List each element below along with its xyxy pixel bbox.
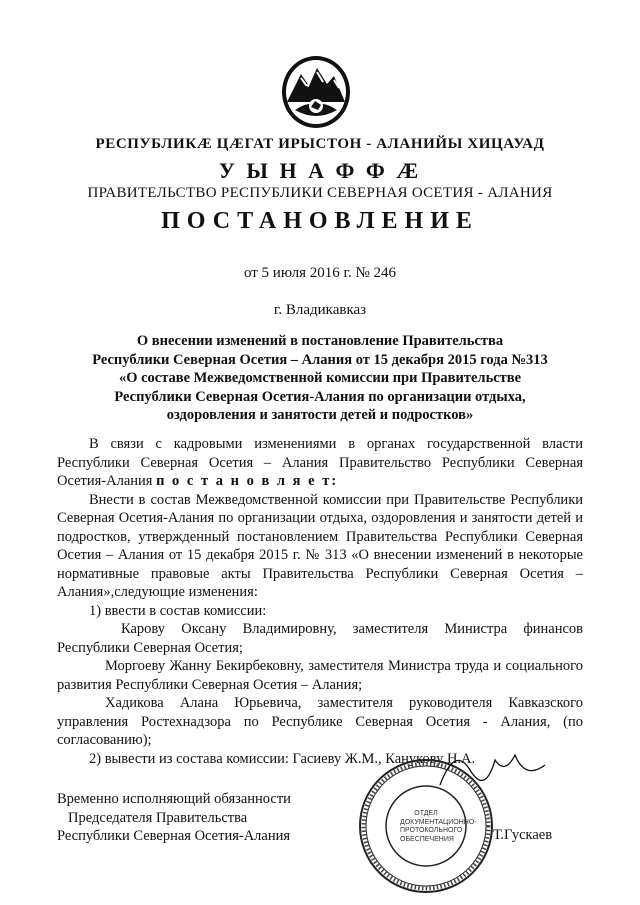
list-item: 2) вывести из состава комиссии: Гасиеву Ж.М., Канукову Н.А. <box>89 750 476 767</box>
header-ossetian-republic: РЕСПУБЛИКӔ ЦӔГАТ ИРЫСТОН - АЛАНИЙЫ ХИЦАУАД <box>95 136 545 152</box>
stamp-text <box>400 810 477 844</box>
signatory-name: Т.Гускаев <box>493 827 553 843</box>
title-line: О внесении изменений в постановление Правительства <box>136 333 504 349</box>
coat-of-arms-emblem <box>271 52 361 132</box>
signature-position: Председателя Правительства <box>68 809 248 826</box>
document-type: ПОСТАНОВЛЕНИЕ <box>161 208 479 234</box>
resolves-word: п о с т а н о в л я е т: <box>156 473 339 489</box>
signature-position: Временно исполняющий обязанности <box>57 791 291 807</box>
list-subitem: Хадикова Алана Юрьевича, заместителя руководителя Кавказского управления Ростехнадзора по Республике Северная Осетия - Алания, (по согласованию); <box>57 695 583 748</box>
header-ossetian-title: У Ы Н А Ф Ф Ӕ <box>218 158 422 183</box>
stamp-line: ПРОТОКОЛЬНОГО <box>400 827 463 834</box>
signature-position: Республики Северная Осетия-Алания <box>57 828 291 844</box>
list-subitem: Моргоеву Жанну Бекирбековну, заместителя Министра труда и социального развития Республики Северная Осетия – Алания; <box>57 658 583 693</box>
preamble-text: В связи с кадровыми изменениями в органах государственной власти Республики Северная Осетия – Алания Правительство Республики Северная Осетия-Алания <box>57 436 583 489</box>
handwritten-signature <box>435 740 555 800</box>
stamp-line: ОТДЕЛ <box>414 810 438 817</box>
stamp-line: ОБЕСПЕЧЕНИЯ <box>400 835 454 843</box>
stamp-line: ДОКУМЕНТАЦИОННО- <box>400 818 477 826</box>
date-number: от 5 июля 2016 г. № 246 <box>243 265 397 281</box>
body-paragraph <box>57 435 583 491</box>
header-government: ПРАВИТЕЛЬСТВО РЕСПУБЛИКИ СЕВЕРНАЯ ОСЕТИЯ - АЛАНИЯ <box>87 185 553 201</box>
body-paragraph: Внести в состав Межведомственной комиссии при Правительстве Республики Северная Осетия-Алания по организации отдыха, оздоровления и занятости детей и подростков, утвержденный постановлением Правительства Республики Северная Осетия – Алания от 15 декабря 2015 г. № 313 «О внесении изменений в некоторые нормативные правовые акты Правительства Республики Северная Осетия – Алания»,следующие изменения: <box>57 491 583 600</box>
document-body <box>57 435 583 768</box>
document-title <box>60 332 580 425</box>
list-subitem: Карову Оксану Владимировну, заместителя Министра финансов Республики Северная Осетия; <box>57 621 583 656</box>
signature-block <box>57 790 291 846</box>
title-line: «О составе Межведомственной комиссии при Правительстве <box>118 370 522 386</box>
title-line: Республики Северная Осетия-Алания по организации отдыха, <box>114 388 526 405</box>
title-line: Республики Северная Осетия – Алания от 15 декабря 2015 года №313 <box>92 351 548 368</box>
list-item: 1) ввести в состав комиссии: <box>89 602 267 619</box>
place: г. Владикавказ <box>273 302 367 318</box>
title-line: оздоровления и занятости детей и подростков» <box>166 407 474 423</box>
